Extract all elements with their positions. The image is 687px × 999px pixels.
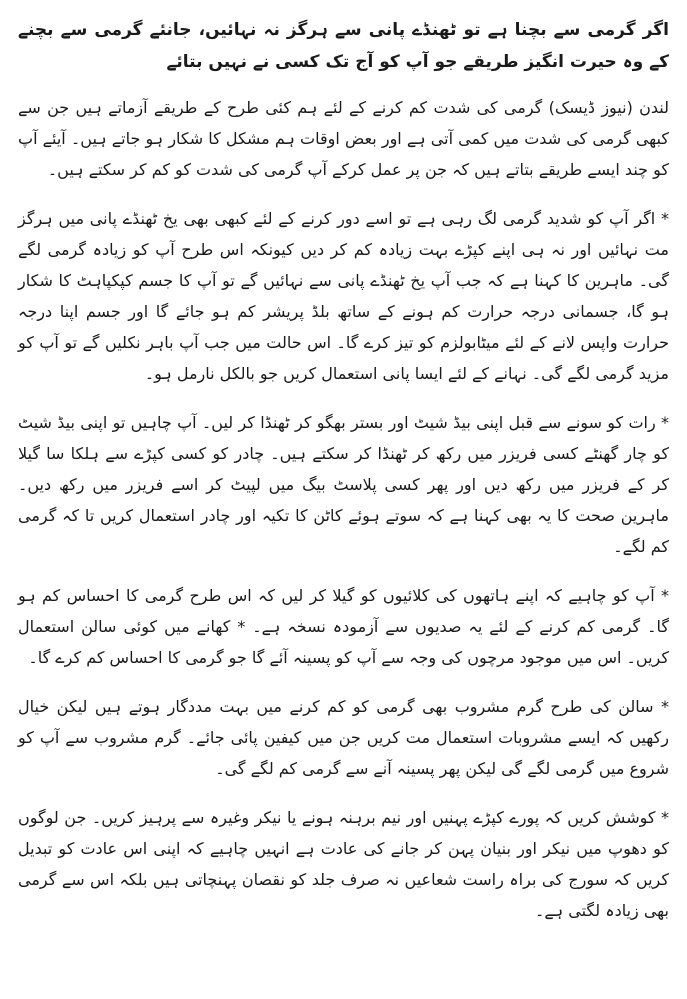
article-headline: اگر گرمی سے بچنا ہے تو ٹھنڈے پانی سے ہرگز نہ نہائیں، جانئے گرمی سے بچنے کے وہ حیرت انگیز طریقے جو آپ کو آج تک کسی نے نہیں بتائے [18,20,669,72]
article-paragraph: * کوشش کریں کہ پورے کپڑے پہنیں اور نیم برہنہ ہونے یا نیکر وغیرہ سے پرہیز کریں۔ جن لوگوں کو دھوپ میں نیکر اور بنیان پہن کر جانے کی عادت ہے انہیں چاہیے کہ اپنی اس عادت کو تبدیل کریں کہ سورج کی براہ راست شعاعیں نہ صرف جلد کو نقصان پہنچاتی ہیں بلکہ اس سے گرمی بھی زیادہ لگتی ہے۔ [18,808,669,920]
article-paragraph: * سالن کی طرح گرم مشروب بھی گرمی کو کم کرنے میں بہت مددگار ہوتے ہیں لیکن خیال رکھیں کہ ایسے مشروبات استعمال مت کریں جن میں کیفین پائی جائے۔ گرم مشروب سے آپ کو شروع میں گرمی لگے گی لیکن پھر پسینہ آنے سے گرمی کم لگے گی۔ [18,697,669,778]
article-paragraph: * آپ کو چاہیے کہ اپنے ہاتھوں کی کلائیوں کو گیلا کر لیں کہ اس طرح گرمی کا احساس کم ہو گا۔ گرمی کم کرنے کے لئے یہ صدیوں سے آزمودہ نسخہ ہے۔ * کھانے میں کوئی سالن استعمال کریں۔ اس میں موجود مرچوں کی وجہ سے آپ کو پسینہ آئے گا جو گرمی کا احساس کم کرے گا۔ [18,586,669,667]
article-paragraph: * اگر آپ کو شدید گرمی لگ رہی ہے تو اسے دور کرنے کے لئے کبھی بھی یخ ٹھنڈے پانی میں ہرگز مت نہائیں اور نہ ہی اپنے کپڑے بہت زیادہ کم کر دیں کیونکہ اس طرح آپ کو زیادہ گرمی لگے گی۔ ماہرین کا کہنا ہے کہ جب آپ یخ ٹھنڈے پانی سے نہائیں گے تو آپ کا جسم کپکپاہٹ کا شکار ہو گا، جسمانی درجہ حرارت کم ہونے کے ساتھ بلڈ پریشر کم ہو جائے گا اور جسم اپنا درجہ حرارت واپس لانے کے لئے میٹابولزم کو تیز کرے گا۔ اس حالت میں جب آپ باہر نکلیں گے تو آپ کو مزید گرمی لگے گی۔ نہانے کے لئے ایسا پانی استعمال کریں جو بالکل نارمل ہو۔ [18,209,669,383]
article-paragraph: لندن (نیوز ڈیسک) گرمی کی شدت کم کرنے کے لئے ہم کئی طرح کے طریقے آزماتے ہیں جن سے کبھی گرمی کی شدت میں کمی آتی ہے اور بعض اوقات ہم مشکل کا شکار ہو جاتے ہیں۔ آیئے آپ کو چند ایسے طریقے بتاتے ہیں کہ جن پر عمل کرکے آپ گرمی کی شدت کو کم کر سکتے ہیں۔ [18,98,669,179]
article-paragraph: * رات کو سونے سے قبل اپنی بیڈ شیٹ اور بستر بھگو کر ٹھنڈا کر لیں۔ آپ چاہیں تو اپنی بیڈ شیٹ کو چار گھنٹے کسی فریزر میں رکھ کر ٹھنڈا کر سکتے ہیں۔ چادر کو کسی کپڑے سے ہلکا سا گیلا کر کے فریزر میں رکھ دیں اور پھر کسی پلاسٹ بیگ میں لپیٹ کر اسے فریزر میں رکھ دیں۔ ماہرین صحت کا یہ بھی کہنا ہے کہ سوتے ہوئے کاٹن کا تکیہ اور چادر استعمال کریں تا کہ گرمی کم لگے۔ [18,413,669,556]
